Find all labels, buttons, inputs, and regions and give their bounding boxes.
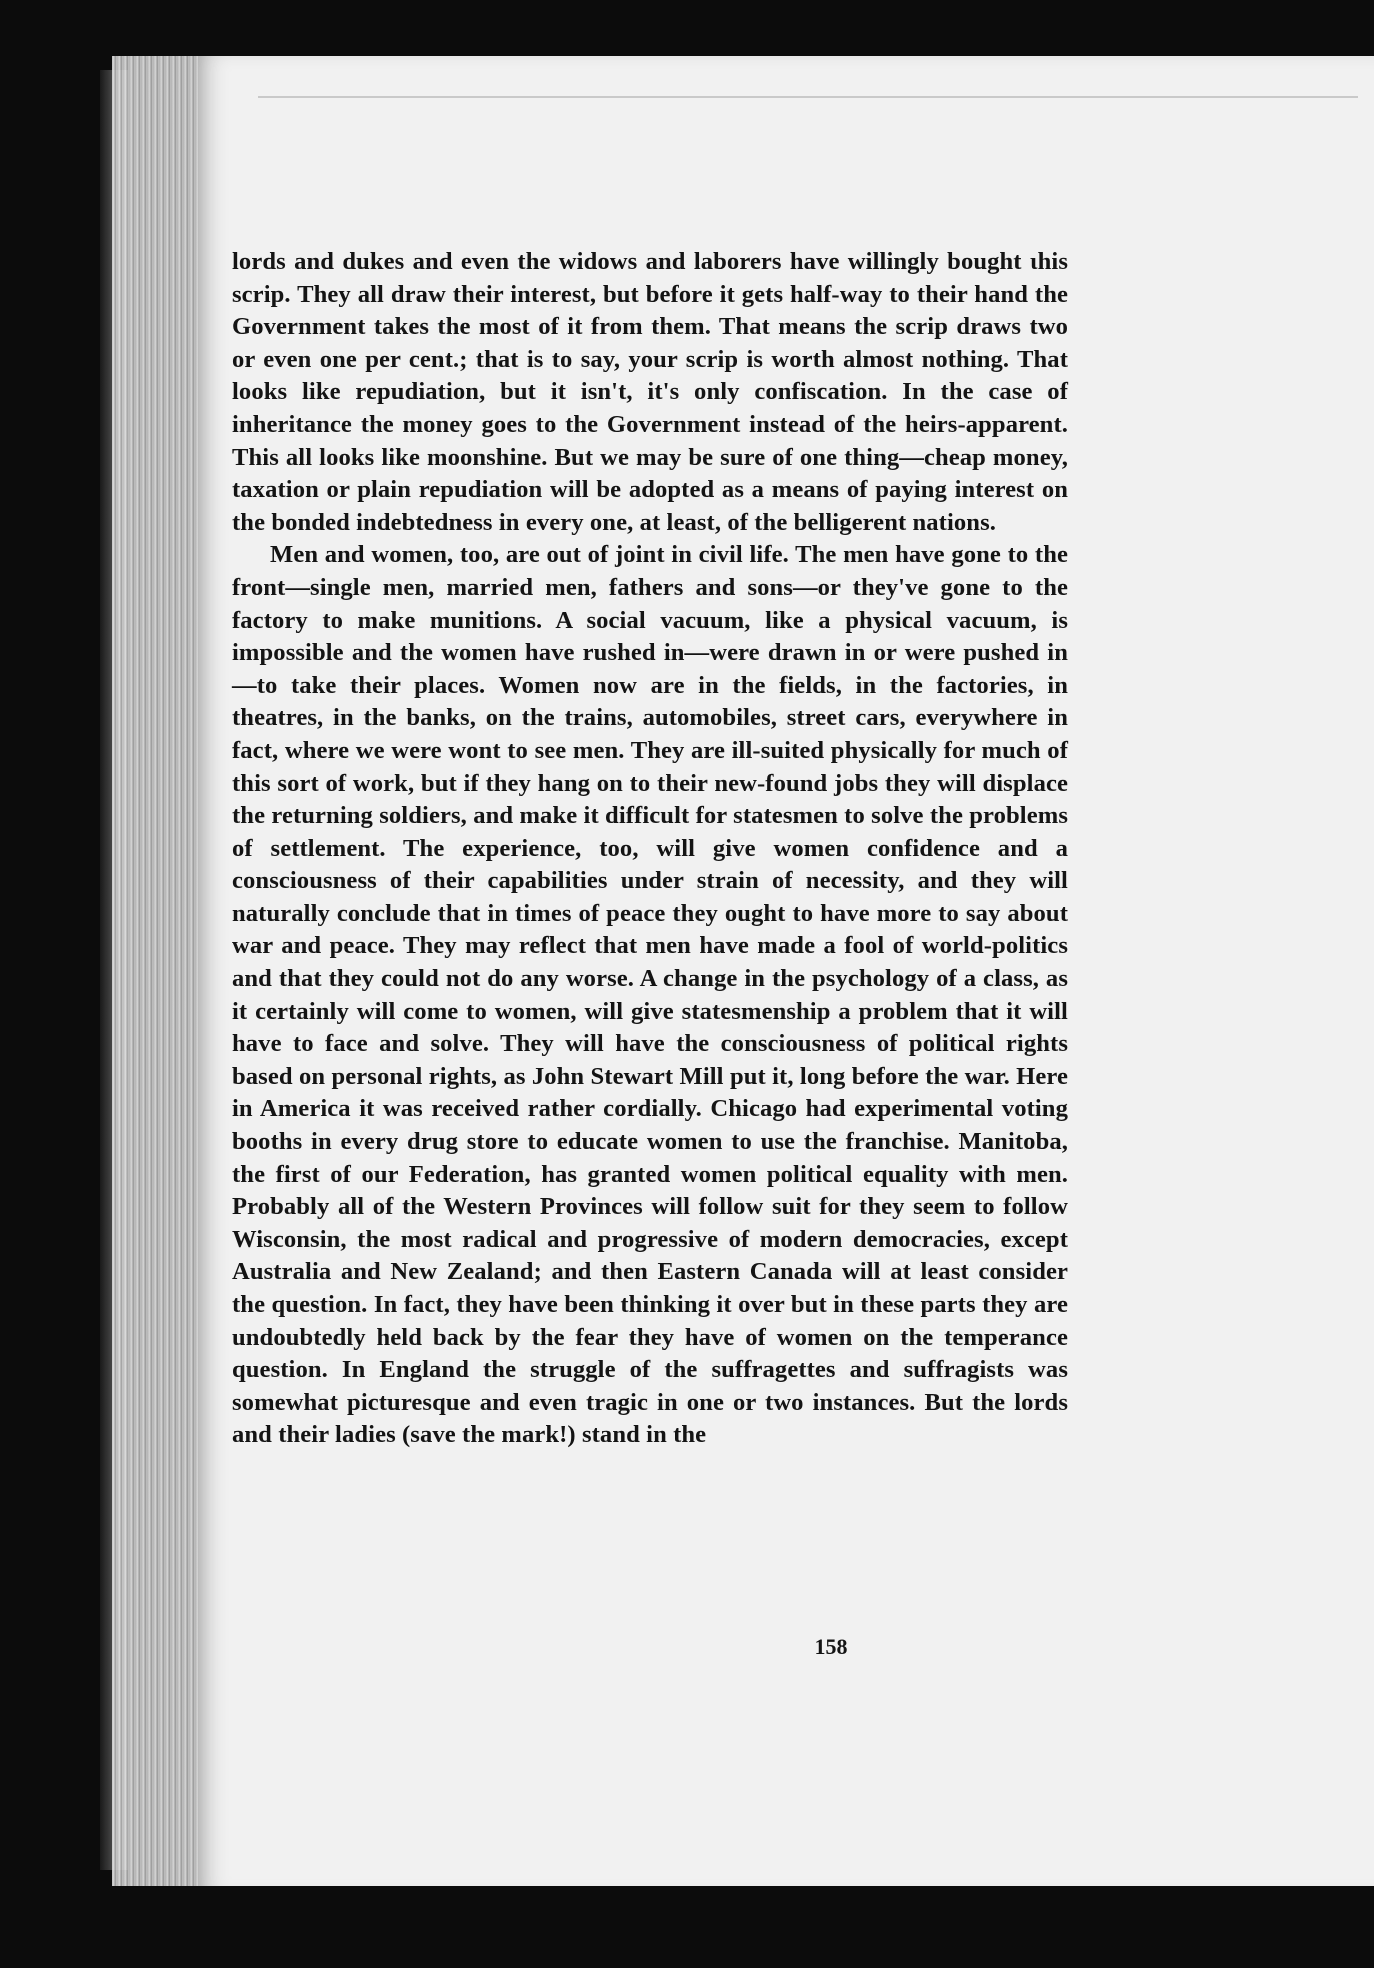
scan-background (0, 1886, 1374, 1968)
paragraph-1: lords and dukes and even the widows and laborers have willingly bought ιhis scrip. They all draw their interest, but before it gets half-way to their hand the Government takes the most of it from them. That means the scrip draws two or even one per cent.; that is to say, your scrip is worth almost nothing. That looks like repudiation, but it isn't, it's only confiscation. In the case of inheritance the money goes to the Government instead of the heirs-apparent. This all looks like moonshine. But we may be sure of one thing—cheap money, taxation or plain repudiation will be adopted as a means of paying interest on the bonded indebtedness in every one, at least, of the belligerent nations. (232, 248, 1068, 536)
page-top-edge (258, 96, 1358, 98)
paragraph-2: Men and women, too, are out of joint in civil life. The men have gone to the front—single men, married men, fathers and sons—or they've gone to the factory to make munitions. A social vacuum, like a physical vacuum, is impossible and the women have rushed in—were drawn in or were pushed in—to take their places. Women now are in the fields, in the factories, in theatres, in the banks, on the trains, automobiles, street cars, everywhere in fact, where we were wont to see men. They are ill-suited physically for much of this sort of work, but if they hang on to their new-found jobs they will displace the returning soldiers, and make it difficult for statesmen to solve the problems of settlement. The experience, too, will give women confidence and a consciousness of their capabilities under strain of necessity, and they will naturally conclude that in times of peace they ought to have more to say about war and peace. They may reflect that men have made a fool of world-politics and that they could not do any worse. A change in the psychology of a class, as it certainly will come to women, will give statesmenship a problem that it will have to face and solve. They will have the consciousness of political rights based on personal rights, as John Stewart Mill put it, long before the war. Here in America it was received rather cordially. Chicago had experimental voting booths in every drug store to educate women to use the franchise. Manitoba, the first of our Federation, has granted women political equality with men. Probably all of the Western Provinces will follow suit for they seem to follow Wisconsin, the most radical and progressive of modern democracies, except Australia and New Zealand; and then Eastern Canada will at least consider the question. In fact, they have been thinking it over but in these parts they are undoubtedly held back by the fear they have of women on the temperance question. In England the struggle of the suffragettes and suffragists was somewhat picturesque and even tragic in one or two instances. But the lords and their ladies (save the mark!) stand in the (232, 541, 1068, 1449)
page-number: 158 (814, 1634, 848, 1659)
body-text (232, 246, 1068, 1452)
